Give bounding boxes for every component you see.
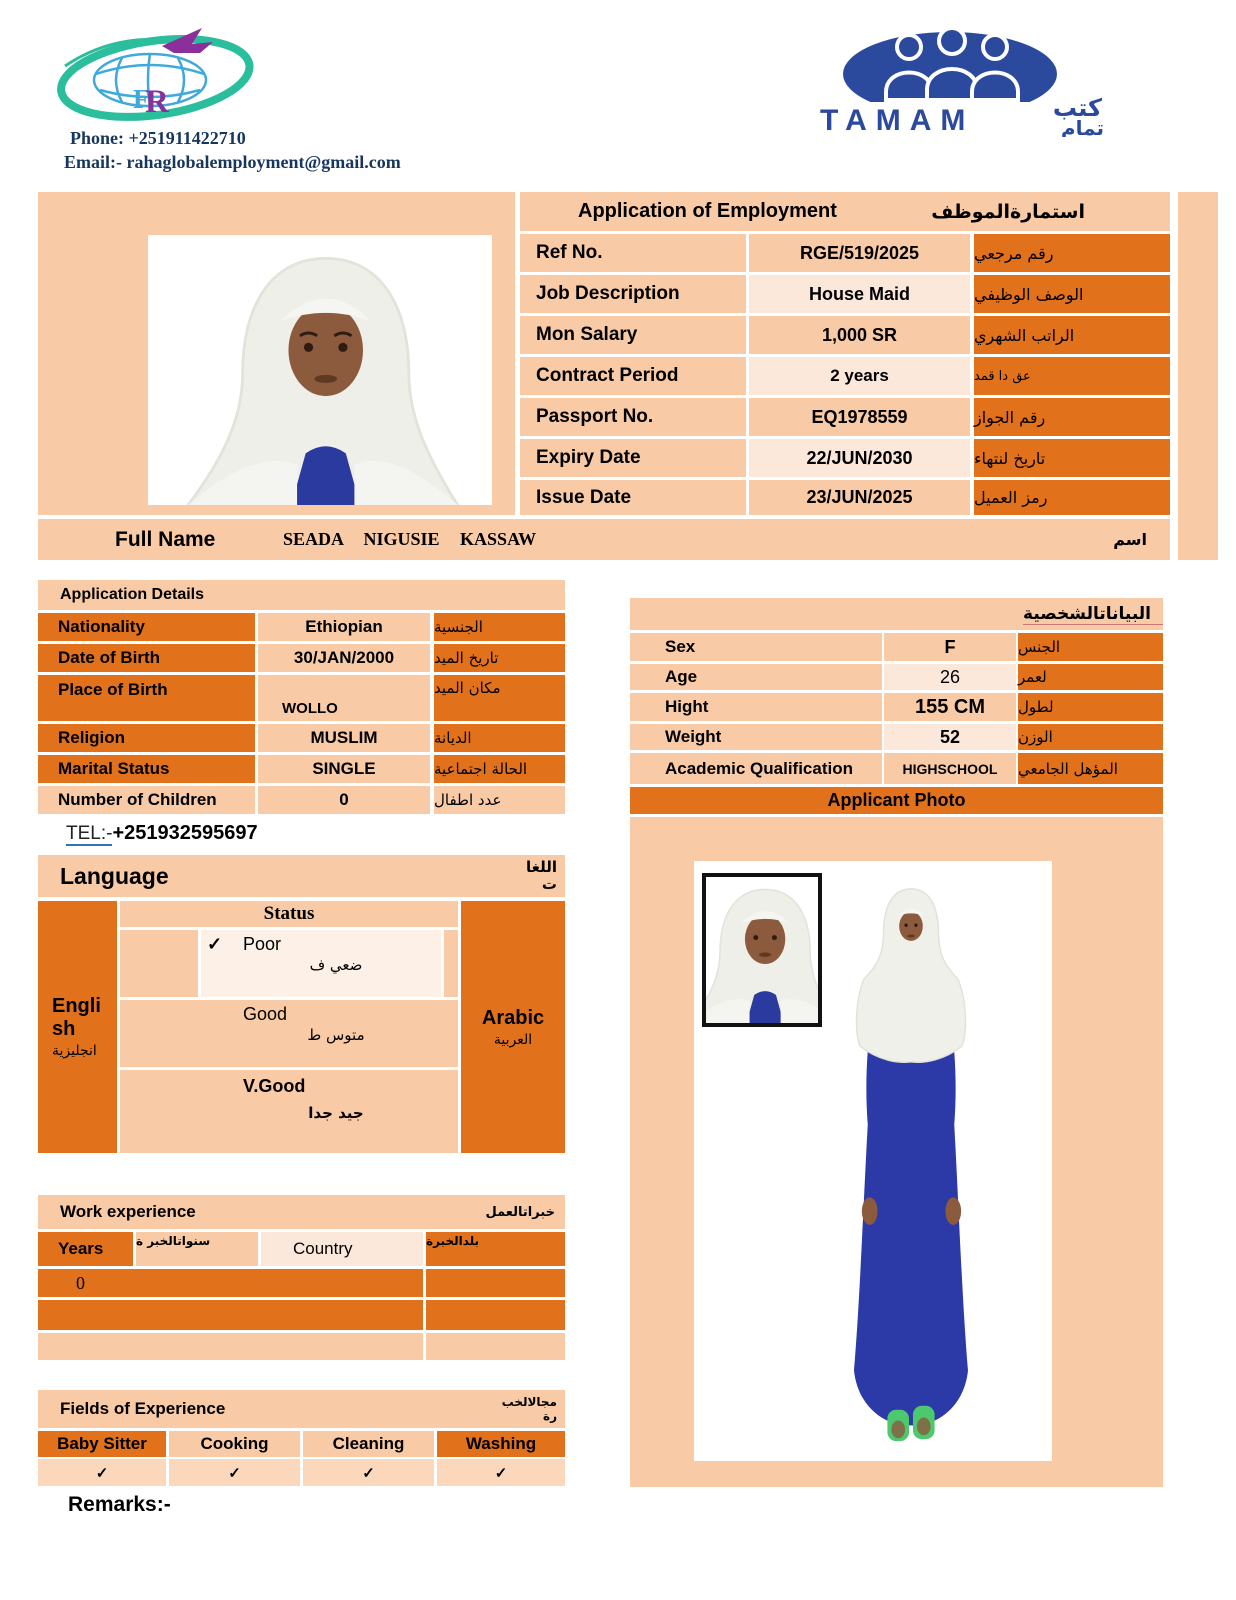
field-header: Washing xyxy=(437,1431,565,1457)
english-label-arabic: انجليزية xyxy=(52,1043,97,1059)
years-header-arabic: سنواتالخبر ة xyxy=(136,1232,258,1266)
details-title-row xyxy=(38,580,565,610)
row-value: WOLLO xyxy=(258,675,430,721)
svg-text:R: R xyxy=(145,84,169,120)
level-label: Good xyxy=(243,1004,288,1024)
row-label-arabic: رقم الجواز xyxy=(974,398,1170,436)
table-right-strip xyxy=(1178,192,1218,560)
application-table-title-row xyxy=(520,192,1170,231)
fields-title: Fields of Experience xyxy=(60,1399,226,1418)
row-label: Expiry Date xyxy=(520,439,746,477)
svg-text:كتب: كتب xyxy=(1052,94,1102,122)
fields-title-arabic: مجالالخب رة xyxy=(501,1394,557,1423)
row-value: 2 years xyxy=(749,357,970,395)
level-row-vgood xyxy=(120,1070,458,1153)
row-label: Sex xyxy=(630,633,882,661)
row-label: Hight xyxy=(630,693,882,721)
application-details-table xyxy=(38,580,565,860)
row-label-arabic: تاريخ الميد xyxy=(434,644,565,672)
empty-experience-row xyxy=(38,1333,423,1360)
row-label: Academic Qualification xyxy=(630,753,882,784)
row-label-arabic: تاريخ لنتهاء xyxy=(974,439,1170,477)
work-title-arabic: خبراتالعمل xyxy=(485,1204,555,1220)
full-body-photo-illustration-icon xyxy=(826,879,996,1449)
country-header-arabic: بلدالخبرة xyxy=(426,1232,565,1266)
full-name-arabic: اسم xyxy=(1113,530,1147,549)
language-title-row xyxy=(38,855,565,897)
full-name-row xyxy=(38,519,1170,560)
row-value: SINGLE xyxy=(258,755,430,783)
tel-label-link[interactable]: TEL:- xyxy=(66,823,113,844)
row-value: 30/JAN/2000 xyxy=(258,644,430,672)
applicant-portrait-photo xyxy=(148,235,492,505)
arabic-label-arabic: العربية xyxy=(493,1031,533,1048)
row-value: HIGHSCHOOL xyxy=(884,753,1016,784)
language-table xyxy=(38,855,565,1155)
years-header: Years xyxy=(38,1232,133,1266)
tel-number: +251932595697 xyxy=(112,822,258,844)
row-value: 52 xyxy=(884,724,1016,750)
application-title: Application of Employment xyxy=(578,200,837,222)
fields-title-row xyxy=(38,1390,565,1428)
row-label: Job Description xyxy=(520,275,746,313)
row-value: F xyxy=(884,633,1016,661)
row-value: MUSLIM xyxy=(258,724,430,752)
row-label-arabic: عق دا قمد xyxy=(974,357,1170,395)
row-label-arabic: رقم مرجعي xyxy=(974,234,1170,272)
row-value: 23/JUN/2025 xyxy=(749,480,970,515)
full-name-label: Full Name xyxy=(115,527,216,551)
passport-photo-illustration-icon xyxy=(706,877,818,1023)
fields-of-experience-table xyxy=(38,1390,565,1530)
language-arabic-column xyxy=(461,901,565,1153)
field-header: Cleaning xyxy=(303,1431,434,1457)
phone-line: Phone: +251911422710 xyxy=(70,128,246,148)
svg-text:تمام: تمام xyxy=(1060,116,1104,137)
field-header: Cooking xyxy=(169,1431,300,1457)
country-header: Country xyxy=(261,1232,423,1266)
row-value: 22/JUN/2030 xyxy=(749,439,970,477)
personal-title-row xyxy=(630,598,1163,630)
globe-plane-logo-icon xyxy=(50,20,260,128)
full-name-value: SEADA NIGUSIE KASSAW xyxy=(283,529,537,549)
level-label-arabic: جيد جدا xyxy=(308,1104,364,1122)
check-icon: ✓ xyxy=(207,934,223,954)
row-label-arabic: الديانة xyxy=(434,724,565,752)
row-label: Issue Date xyxy=(520,480,746,515)
agency-contact xyxy=(64,126,544,174)
poor-row-end-cell xyxy=(444,930,458,997)
row-label: Religion xyxy=(38,724,255,752)
years-value-cell: 0 xyxy=(38,1269,423,1297)
check-icon: ✓ xyxy=(169,1459,300,1486)
level-row-good xyxy=(120,1000,458,1067)
details-title: Application Details xyxy=(60,586,205,603)
row-label-arabic: عدد اطفال xyxy=(434,786,565,814)
status-header: Status xyxy=(120,901,458,927)
row-label-arabic: لعمر xyxy=(1018,664,1163,690)
row-label: Nationality xyxy=(38,613,255,641)
row-label: Marital Status xyxy=(38,755,255,783)
level-label-arabic: ضعي ف xyxy=(309,956,363,974)
level-label-arabic: متوس ط xyxy=(307,1026,365,1044)
row-value: EQ1978559 xyxy=(749,398,970,436)
row-label-arabic: المؤهل الجامعي xyxy=(1018,753,1163,784)
row-label: Date of Birth xyxy=(38,644,255,672)
row-value: House Maid xyxy=(749,275,970,313)
applicant-photo-area xyxy=(694,861,1052,1461)
remarks-label: Remarks:- xyxy=(68,1493,171,1516)
row-label-arabic: الراتب الشهري xyxy=(974,316,1170,354)
row-label-arabic: الجنسية xyxy=(434,613,565,641)
row-label-arabic: الجنس xyxy=(1018,633,1163,661)
row-value: 1,000 SR xyxy=(749,316,970,354)
work-title: Work experience xyxy=(60,1202,196,1221)
applicant-photo-header: Applicant Photo xyxy=(630,787,1163,814)
row-label-arabic: مكان الميد xyxy=(434,675,565,721)
row-value: RGE/519/2025 xyxy=(749,234,970,272)
row-label-arabic: الوزن xyxy=(1018,724,1163,750)
svg-text:F: F xyxy=(133,84,150,114)
svg-text:TAMAM: TAMAM xyxy=(820,104,975,137)
empty-experience-row xyxy=(426,1300,565,1330)
row-label: Number of Children xyxy=(38,786,255,814)
row-label: Place of Birth xyxy=(38,675,255,721)
row-value: 155 CM xyxy=(884,693,1016,721)
language-english-column xyxy=(38,901,117,1153)
row-label: Ref No. xyxy=(520,234,746,272)
personal-data-table xyxy=(630,598,1163,1487)
empty-experience-row xyxy=(38,1300,423,1330)
language-title: Language xyxy=(60,862,169,889)
work-title-row xyxy=(38,1195,565,1229)
poor-check-cell xyxy=(120,930,198,997)
applicant-photo-panel xyxy=(630,817,1163,1487)
personal-title-arabic: البياناتالشخصية xyxy=(1023,604,1163,625)
row-value: Ethiopian xyxy=(258,613,430,641)
check-icon: ✓ xyxy=(38,1459,166,1486)
row-label: Contract Period xyxy=(520,357,746,395)
tamam-logo xyxy=(812,22,1112,137)
row-value: 26 xyxy=(884,664,1016,690)
row-value: 0 xyxy=(258,786,430,814)
application-table xyxy=(38,192,1218,560)
arabic-label: Arabic xyxy=(481,1006,545,1029)
level-label: V.Good xyxy=(243,1076,306,1096)
tel-line xyxy=(66,822,258,845)
level-label: Poor xyxy=(243,934,282,954)
country-value-cell xyxy=(426,1269,565,1297)
check-icon: ✓ xyxy=(303,1459,434,1486)
row-label-arabic: رمز العميل xyxy=(974,480,1170,515)
tamam-logo-icon xyxy=(812,22,1112,137)
row-label: Mon Salary xyxy=(520,316,746,354)
portrait-illustration-icon xyxy=(148,235,492,505)
row-label-arabic: الوصف الوظيفي xyxy=(974,275,1170,313)
row-label-arabic: الحالة اجتماعية xyxy=(434,755,565,783)
application-title-arabic: استمارةالموظف xyxy=(931,200,1085,223)
language-title-arabic: اللغا ت xyxy=(526,857,557,893)
email-line: Email:- rahaglobalemployment@gmail.com xyxy=(64,152,401,172)
empty-experience-row xyxy=(426,1333,565,1360)
row-label: Weight xyxy=(630,724,882,750)
row-label: Age xyxy=(630,664,882,690)
work-experience-table xyxy=(38,1195,565,1365)
check-icon: ✓ xyxy=(437,1459,565,1486)
row-label-arabic: لطول xyxy=(1018,693,1163,721)
level-row-poor xyxy=(201,930,441,997)
agency-logo xyxy=(50,20,260,128)
applicant-passport-photo xyxy=(702,873,822,1027)
english-label: English xyxy=(52,995,101,1040)
row-label: Passport No. xyxy=(520,398,746,436)
field-header: Baby Sitter xyxy=(38,1431,166,1457)
